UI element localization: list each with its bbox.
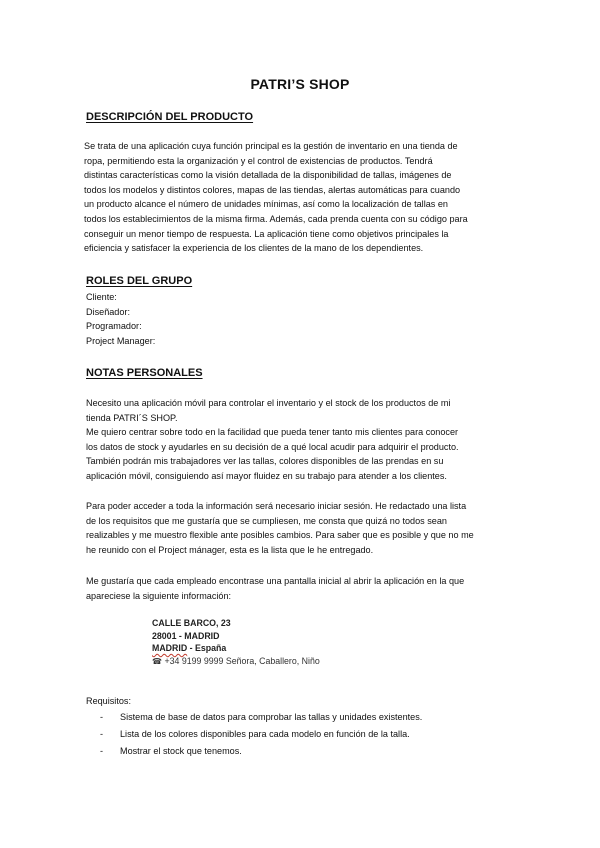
address-city-line — [152, 642, 320, 655]
role-item: Programador: — [86, 321, 142, 332]
notes-heading: NOTAS PERSONALES — [86, 367, 203, 379]
text-line: he reunido con el Project mánager, esta es la lista que le he entregado. — [86, 544, 374, 555]
address-street: CALLE BARCO, 23 — [152, 618, 231, 628]
text-line: apareciese la siguiente información: — [86, 590, 232, 601]
text-line: de los requisitos que me gustaría que se cumpliesen, me consta que quizá no todos sean — [86, 515, 447, 526]
notes-paragraph-3 — [86, 574, 516, 603]
requirement-text: Lista de los colores disponibles para cada modelo en función de la talla. — [120, 729, 410, 739]
phone-icon: ☎ — [152, 656, 162, 666]
description-paragraph — [84, 139, 514, 256]
list-item — [100, 710, 422, 727]
list-item — [100, 727, 422, 744]
requirements-label: Requisitos: — [86, 696, 131, 706]
notes-paragraph-2 — [86, 499, 516, 557]
role-item: Diseñador: — [86, 306, 130, 317]
text-line: todos los modelos y distintos colores, mapas de las tiendas, alertas automáticas para cuando — [84, 184, 461, 195]
address-country: - España — [187, 643, 227, 653]
text-line: Me gustaría que cada empleado encontrase una pantalla inicial al abrir la aplicación en la que — [86, 576, 465, 586]
requirement-text: Mostrar el stock que tenemos. — [120, 746, 242, 756]
text-line: todos los establecimientos de la misma firma. Además, cada prenda cuenta con su código para — [84, 213, 468, 224]
roles-list — [86, 290, 516, 348]
address-phone-line — [152, 655, 320, 669]
notes-paragraph-1 — [86, 396, 516, 484]
address-city: MADRID — [152, 643, 188, 653]
bullet-dash: - — [100, 712, 104, 722]
text-line: Necesito una aplicación móvil para controlar el inventario y el stock de los productos de mi — [86, 398, 451, 408]
text-line: realizables y me muestro flexible ante posibles cambios. Para saber que es posible y que no me — [86, 530, 474, 541]
document-title: PATRI’S SHOP — [250, 76, 350, 92]
text-line: Me quiero centrar sobre todo en la facilidad que pueda tener tanto mis clientes para conocer — [86, 427, 459, 438]
text-line: Para poder acceder a toda la información será necesario iniciar sesión. He redactado una lista — [86, 501, 467, 511]
address-phone: +34 9199 9999 Señora, Caballero, Niño — [164, 655, 320, 666]
text-line: los datos de stock y ayudarles en su decisión de a qué local acudir para adquirir el producto. — [86, 441, 459, 452]
text-line: También podrán mis trabajadores ver las tallas, colores disponibles de las prendas en su — [86, 456, 444, 467]
text-line: Se trata de una aplicación cuya función principal es la gestión de inventario en una tienda de — [84, 141, 458, 151]
requirements-list — [100, 710, 422, 761]
text-line: eficiencia y satisfacer la experiencia de los clientes de la mano de los dependientes. — [84, 243, 424, 254]
bullet-dash: - — [100, 746, 104, 756]
text-line: un producto alcance el número de unidades mínimas, así como la localización de tallas en — [84, 199, 448, 210]
bullet-dash: - — [100, 729, 104, 739]
address-postal: 28001 - MADRID — [152, 630, 220, 641]
text-line: distintas características como la visión detallada de la disponibilidad de tallas, imágenes de — [84, 170, 452, 181]
description-heading: DESCRIPCIÓN DEL PRODUCTO — [86, 111, 254, 123]
requirement-text: Sistema de base de datos para comprobar las tallas y unidades existentes. — [120, 712, 423, 722]
list-item — [100, 744, 422, 761]
store-address-card — [152, 617, 320, 668]
text-line: aplicación móvil, consiguiendo así mayor fluidez en su trabajo para atender a los clientes. — [86, 470, 447, 481]
text-line: ropa, permitiendo esta la organización y el control de existencias de productos. Tendrá — [84, 155, 433, 166]
roles-heading: ROLES DEL GRUPO — [86, 275, 193, 287]
role-item: Project Manager: — [86, 335, 156, 346]
text-line: conseguir un menor tiempo de respuesta. La aplicación tiene como objetivos principales la — [84, 228, 449, 239]
text-line: tienda PATRI´S SHOP. — [86, 412, 178, 423]
role-item: Cliente: — [86, 292, 117, 302]
